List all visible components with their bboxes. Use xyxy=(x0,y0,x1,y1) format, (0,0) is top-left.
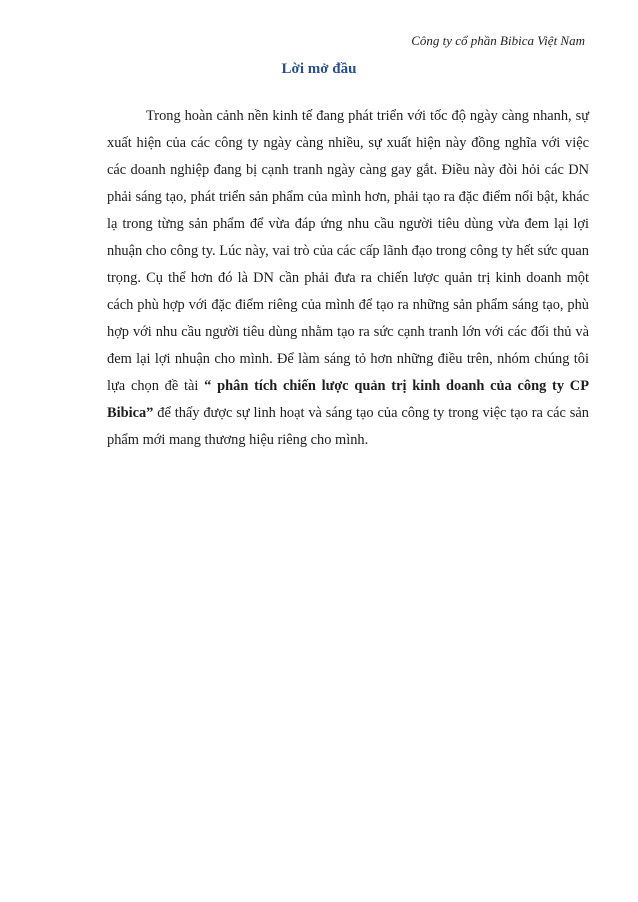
paragraph-text: Trong hoàn cảnh nền kinh tế đang phát triển với tốc độ ngày càng nhanh, sự xuất hiện của các công ty ngày càng nhiều, sự xuất hiện này đồng nghĩa với việc các doanh nghiệp đang bị cạnh tranh ngày càng gay gắt. Điều này đòi hỏi các DN phải sáng tạo, phát triển sản phẩm của mình hơn, phải tạo ra đặc điểm nổi bật, khác lạ trong từng sản phẩm để vừa đáp ứng nhu cầu người tiêu dùng vừa đem lại lợi nhuận cho công ty. Lúc này, vai trò của các cấp lãnh đạo trong công ty hết sức quan trọng. Cụ thể hơn đó là DN cần phải đưa ra chiến lược quản trị kinh doanh một cách phù hợp với đặc điểm riêng của mình để tạo ra những sản phẩm sáng tạo, phù hợp với nhu cầu người tiêu dùng nhằm tạo ra sức cạnh tranh lớn với các đối thủ và đem lại lợi nhuận cho mình. Để làm sáng tỏ hơn những điều trên, nhóm chúng tôi lựa chọn đề tài xyxy=(107,108,589,394)
topic-title-bold: “ phân tích chiến lược quản trị kinh doanh của công ty CP Bibica” xyxy=(107,378,589,421)
page-header-company: Công ty cổ phần Bibica Việt Nam xyxy=(411,33,585,48)
document-title: Lời mở đầu xyxy=(281,61,357,77)
intro-paragraph xyxy=(107,103,589,454)
paragraph-text-end: để thấy được sự linh hoạt và sáng tạo của công ty trong việc tạo ra các sản phẩm mới mang thương hiệu riêng cho mình. xyxy=(107,405,589,448)
